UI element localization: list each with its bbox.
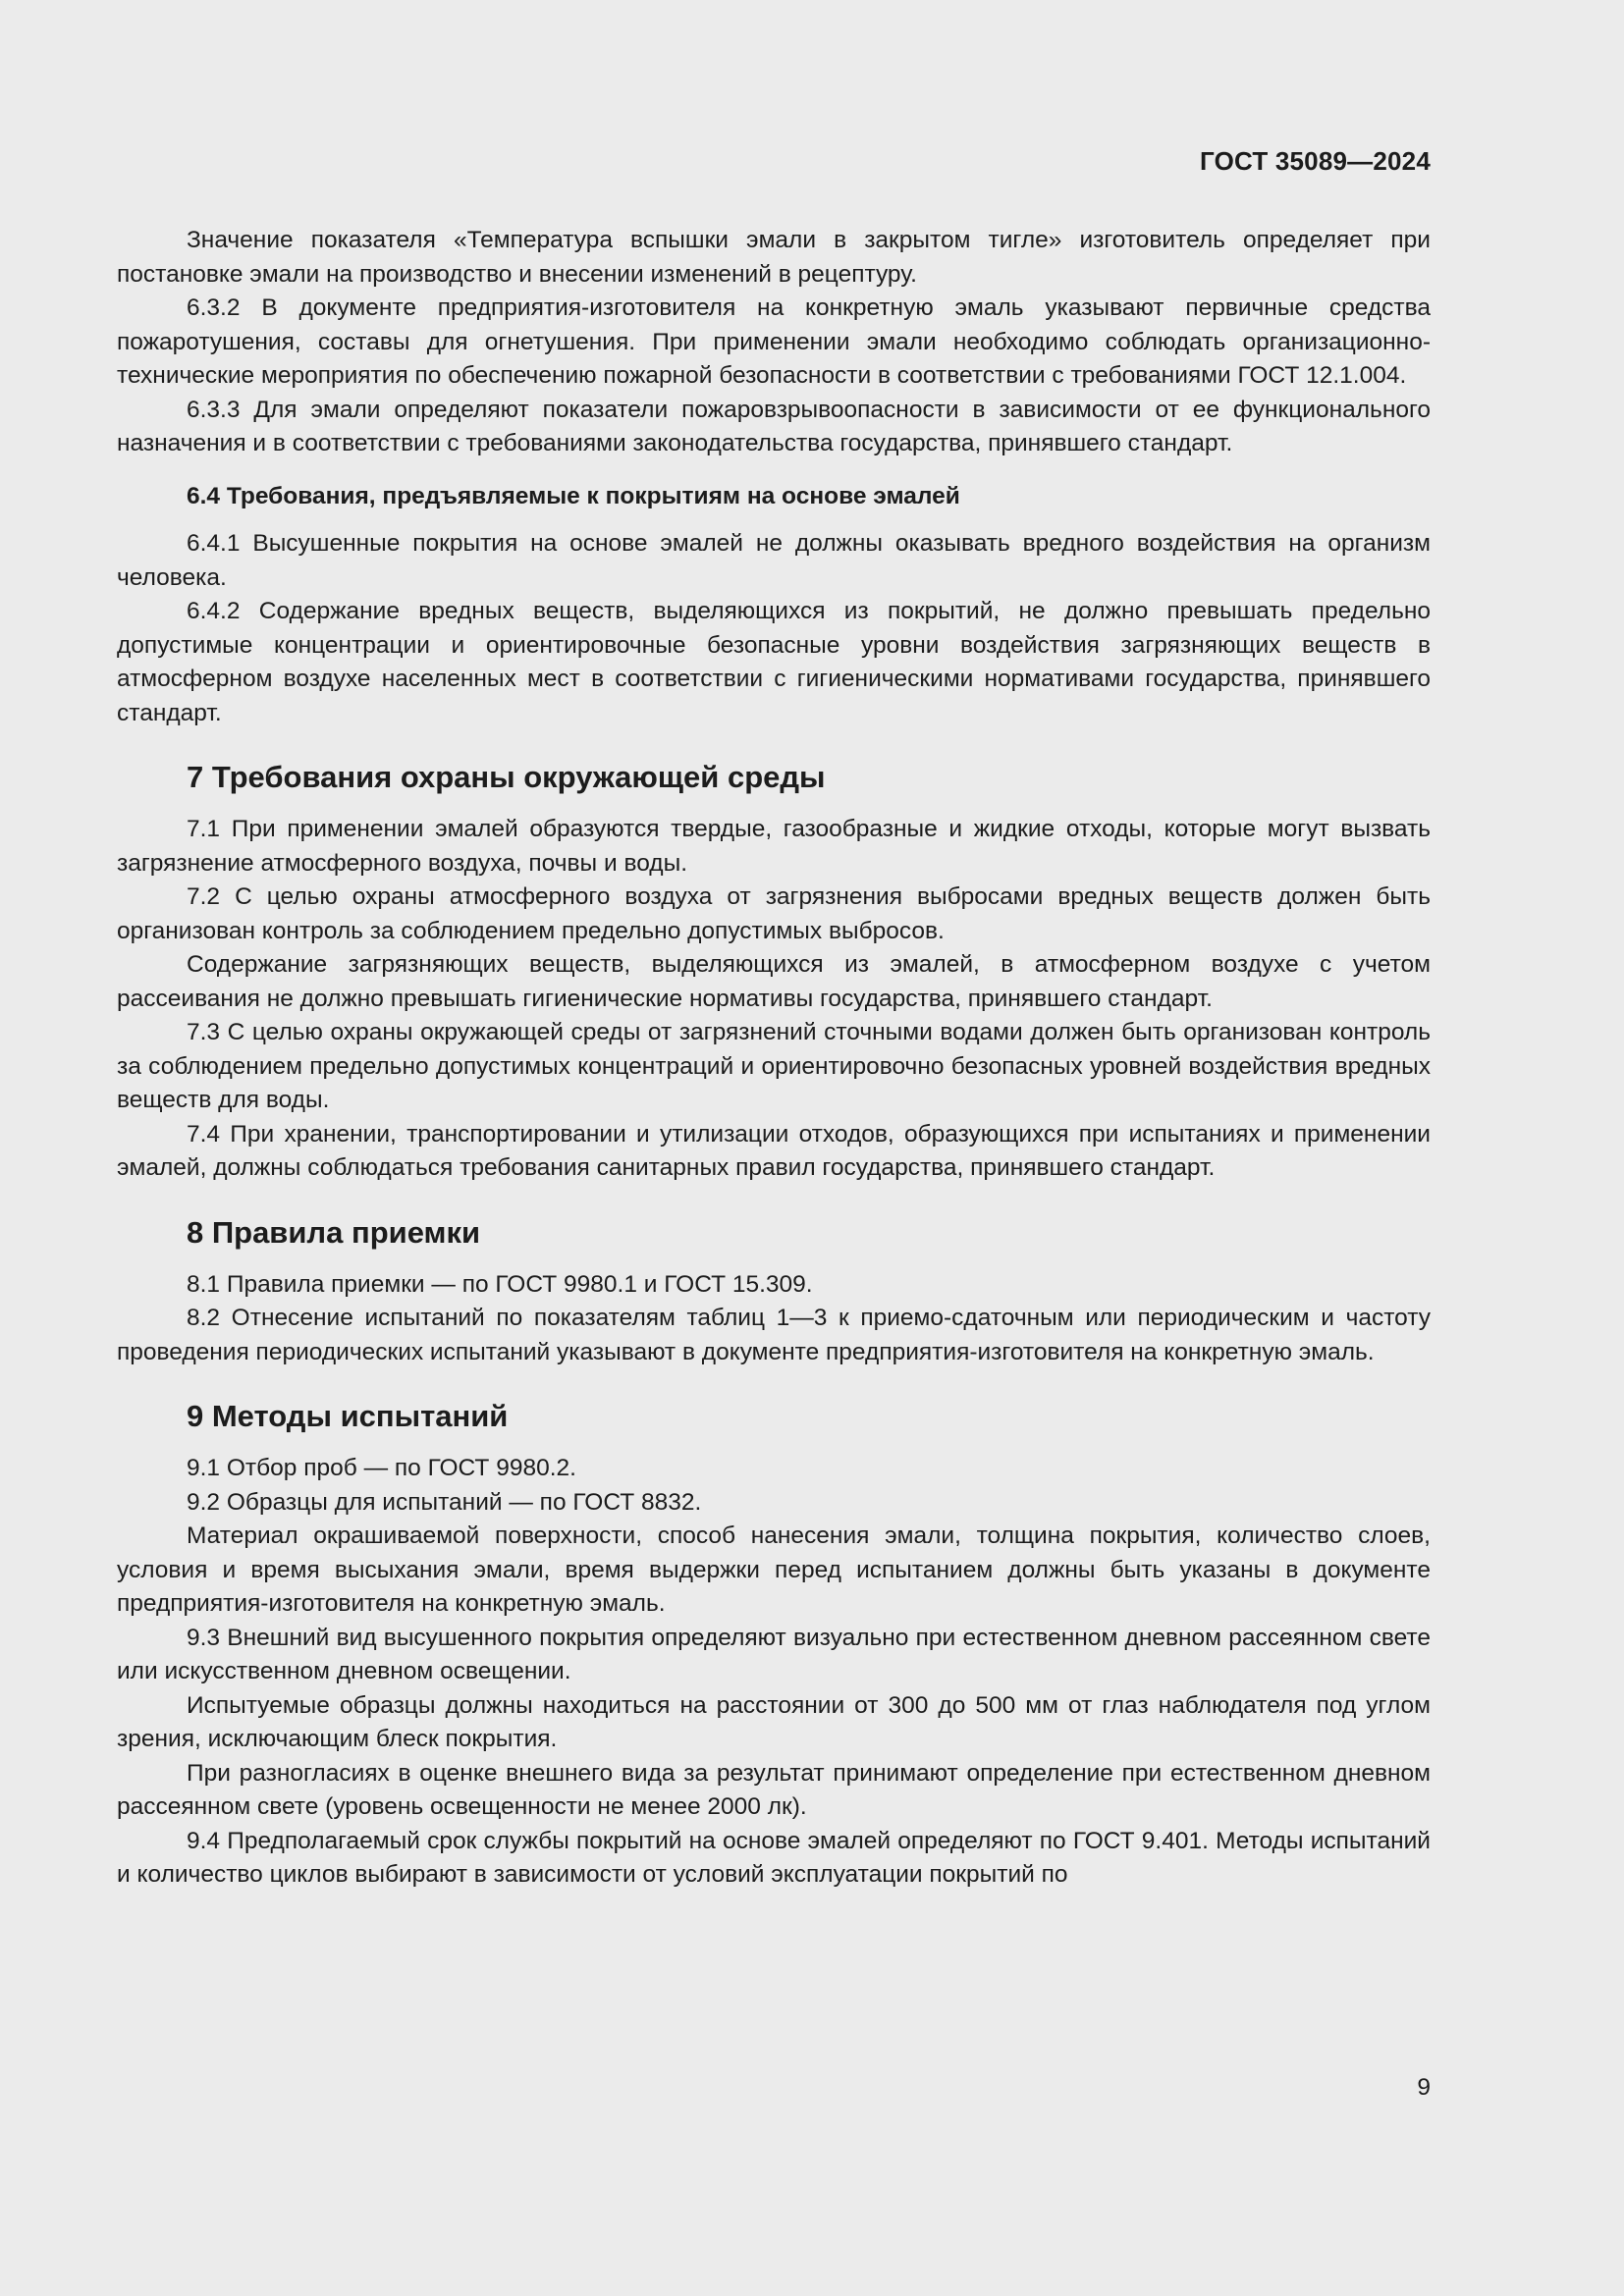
paragraph-9-4: 9.4 Предполагаемый срок службы покрытий на основе эмалей определяют по ГОСТ 9.401. Методы испытаний и количество циклов выбирают в зависимости от условий эксплуатации покрытий по — [117, 1827, 1431, 1888]
paragraph-9-3-distance: Испытуемые образцы должны находиться на расстоянии от 300 до 500 мм от глаз наблюдателя под углом зрения, исключающим блеск покрытия. — [117, 1691, 1431, 1752]
paragraph-9-2: 9.2 Образцы для испытаний — по ГОСТ 8832. — [187, 1488, 702, 1516]
paragraph-6-4-1: 6.4.1 Высушенные покрытия на основе эмалей не должны оказывать вредного воздействия на организм человека. — [117, 530, 1431, 591]
paragraph-6-3-2: 6.3.2 В документе предприятия-изготовителя на конкретную эмаль указывают первичные средства пожаротушения, составы для огнетушения. При применении эмали необходимо соблюдать организационно-технические мероприятия по обеспечению пожарной безопасности в соответствии с требованиями ГОСТ 12.1.004. — [117, 294, 1431, 389]
paragraph-9-1: 9.1 Отбор проб — по ГОСТ 9980.2. — [187, 1455, 576, 1481]
paragraph-9-3: 9.3 Внешний вид высушенного покрытия определяют визуально при естественном дневном рассеянном свете или искусственном дневном освещении. — [117, 1624, 1431, 1684]
paragraph-7-2-continued: Содержание загрязняющих веществ, выделяющихся из эмалей, в атмосферном воздухе с учетом рассеивания не должно превышать гигиенические нормативы государства, принявшего стандарт. — [117, 951, 1431, 1012]
paragraph-8-1: 8.1 Правила приемки — по ГОСТ 9980.1 и ГОСТ 15.309. — [187, 1270, 813, 1298]
paragraph-flash-point-note: Значение показателя «Температура вспышки эмали в закрытом тигле» изготовитель определяет при постановке эмали на производство и внесении изменений в рецептуру. — [117, 227, 1431, 288]
section-heading-8: 8 Правила приемки — [187, 1214, 481, 1250]
paragraph-8-2: 8.2 Отнесение испытаний по показателям таблиц 1—3 к приемо-сдаточным или периодическим и частоту проведения периодических испытаний указывают в документе предприятия-изготовителя на конкретную эмаль. — [117, 1305, 1431, 1365]
paragraph-7-3: 7.3 С целью охраны окружающей среды от загрязнений сточными водами должен быть организован контроль за соблюдением предельно допустимых концентраций и ориентировочно безопасных уровней воздействия вредных веществ для воды. — [117, 1019, 1431, 1113]
paragraph-6-3-3: 6.3.3 Для эмали определяют показатели пожаровзрывоопасности в зависимости от ее функционального назначения и в соответствии с требованиями законодательства государства, принявшего стандарт. — [117, 396, 1431, 456]
document-body — [117, 224, 1431, 1893]
subsection-heading-6-4: 6.4 Требования, предъявляемые к покрытиям на основе эмалей — [187, 482, 960, 509]
section-heading-9: 9 Методы испытаний — [187, 1399, 509, 1433]
paragraph-7-1: 7.1 При применении эмалей образуются твердые, газообразные и жидкие отходы, которые могут вызвать загрязнение атмосферного воздуха, почвы и воды. — [117, 816, 1431, 877]
paragraph-9-2-continued: Материал окрашиваемой поверхности, способ нанесения эмали, толщина покрытия, количество слоев, условия и время высыхания эмали, время выдержки перед испытанием должны быть указаны в документе предприятия-изготовителя на конкретную эмаль. — [117, 1522, 1431, 1617]
document-code: ГОСТ 35089—2024 — [1200, 146, 1431, 176]
paragraph-6-4-2: 6.4.2 Содержание вредных веществ, выделяющихся из покрытий, не должно превышать предельно допустимые концентрации и ориентировочные безопасные уровни воздействия загрязняющих веществ в атмосферном воздухе населенных мест в соответствии с гигиеническими нормативами государства, принявшего стандарт. — [117, 598, 1431, 726]
section-heading-7: 7 Требования охраны окружающей среды — [187, 760, 826, 794]
paragraph-7-2: 7.2 С целью охраны атмосферного воздуха от загрязнения выбросами вредных веществ должен быть организован контроль за соблюдением предельно допустимых выбросов. — [117, 883, 1431, 944]
page-number: 9 — [1417, 2074, 1431, 2101]
paragraph-7-4: 7.4 При хранении, транспортировании и утилизации отходов, образующихся при испытаниях и применении эмалей, должны соблюдаться требования санитарных правил государства, принявшего стандарт. — [117, 1120, 1431, 1181]
paragraph-9-3-disagreement: При разногласиях в оценке внешнего вида за результат принимают определение при естественном дневном рассеянном свете (уровень освещенности не менее 2000 лк). — [117, 1759, 1431, 1820]
